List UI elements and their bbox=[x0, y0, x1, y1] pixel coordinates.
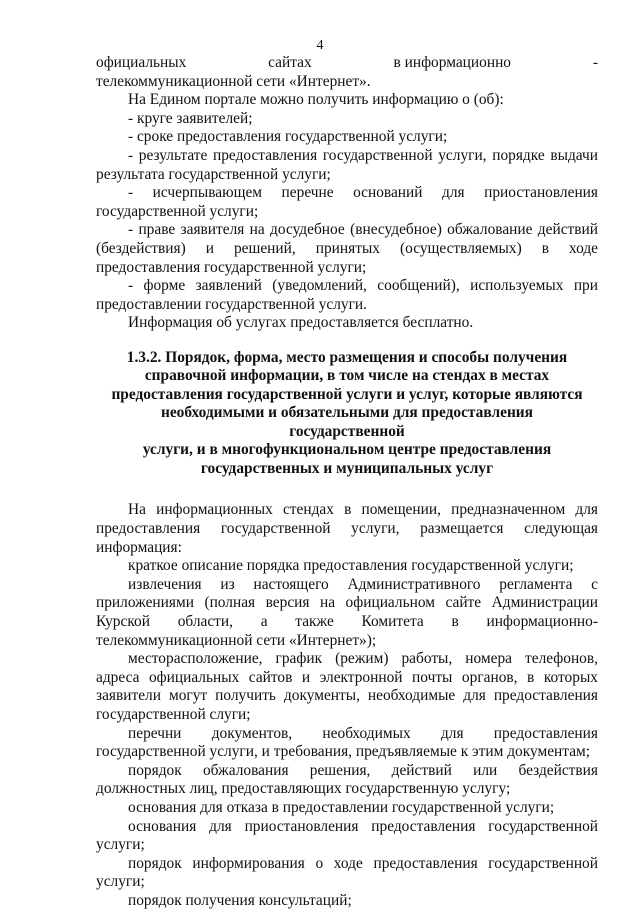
stands-list-item: порядок обжалования решения, действий или бездействия должностных лиц, предоставляющих государственную услугу; bbox=[96, 761, 598, 798]
section-heading-line: государственных и муниципальных услуг bbox=[200, 459, 494, 477]
stands-lead-paragraph: На информационных стендах в помещении, предназначенном для предоставления государственной услуги, размещается следующая информация: bbox=[96, 501, 598, 556]
portal-list-item: - исчерпывающем перечне оснований для приостановления государственной услуги; bbox=[96, 184, 598, 220]
stands-list-item: перечни документов, необходимых для предоставления государственной услуги, и требования, предъявляемые к этим документам; bbox=[96, 724, 598, 761]
stands-list-item: краткое описание порядка предоставления государственной услуги; bbox=[128, 557, 574, 575]
section-heading-line: 1.3.2. Порядок, форма, место размещения и способы получения bbox=[126, 348, 568, 366]
portal-list-item: - праве заявителя на досудебное (внесудебное) обжалование действий (бездействия) и решений, принятых (осуществляемых) в ходе предоставления государственной услуги; bbox=[96, 221, 598, 276]
portal-list-item: - результате предоставления государственной услуги, порядке выдачи результата государственной услуги; bbox=[96, 146, 598, 183]
stands-list-item: месторасположение, график (режим) работы, номера телефонов, адреса официальных сайтов и электронной почты органов, в которых заявители могут получить документы, необходимые для предоставления государственной слуги; bbox=[96, 650, 598, 723]
intro-continuation: телекоммуникационной сети «Интернет». bbox=[96, 72, 371, 90]
portal-list-item: - сроке предоставления государственной услуги; bbox=[128, 128, 448, 146]
section-heading-line: услуги, и в многофункциональном центре предоставления bbox=[142, 441, 552, 459]
section-heading-line: необходимыми и обязательными для предоставления государственной bbox=[160, 404, 534, 440]
section-heading bbox=[96, 349, 598, 479]
intro-word: официальных bbox=[96, 54, 187, 71]
portal-list-item: - форме заявлений (уведомлений, сообщений), используемых при предоставлении государственной услуги. bbox=[96, 277, 598, 313]
stands-list-item: порядок получения консультаций; bbox=[128, 891, 352, 909]
intro-word: - bbox=[592, 54, 598, 71]
stands-list-item: основания для приостановления предоставления государственной услуги; bbox=[96, 817, 598, 854]
free-info-paragraph: Информация об услугах предоставляется бесплатно. bbox=[128, 314, 474, 332]
portal-list-item: - круге заявителей; bbox=[128, 109, 253, 127]
stands-list-item: основания для отказа в предоставлении государственной услуги; bbox=[128, 798, 555, 816]
stands-list-item: извлечения из настоящего Административного регламента с приложениями (полная версия на официальном сайте Администрации Курской области, а также Комитета в информационно-телекоммуникационной сети «Интернет»); bbox=[96, 575, 598, 649]
portal-info-paragraph: На Едином портале можно получить информацию о (об): bbox=[128, 91, 504, 109]
page-number: 4 bbox=[316, 38, 324, 53]
intro-word: в информационно bbox=[393, 54, 512, 71]
stands-list-item: порядок информирования о ходе предоставления государственной услуги; bbox=[96, 854, 598, 891]
intro-first-line bbox=[96, 54, 598, 73]
section-heading-line: справочной информации, в том числе на стендах в местах bbox=[144, 367, 550, 385]
page-body bbox=[96, 54, 598, 910]
intro-word: сайтах bbox=[268, 54, 312, 71]
section-heading-line: предоставления государственной услуги и услуг, которые являются bbox=[111, 385, 583, 403]
